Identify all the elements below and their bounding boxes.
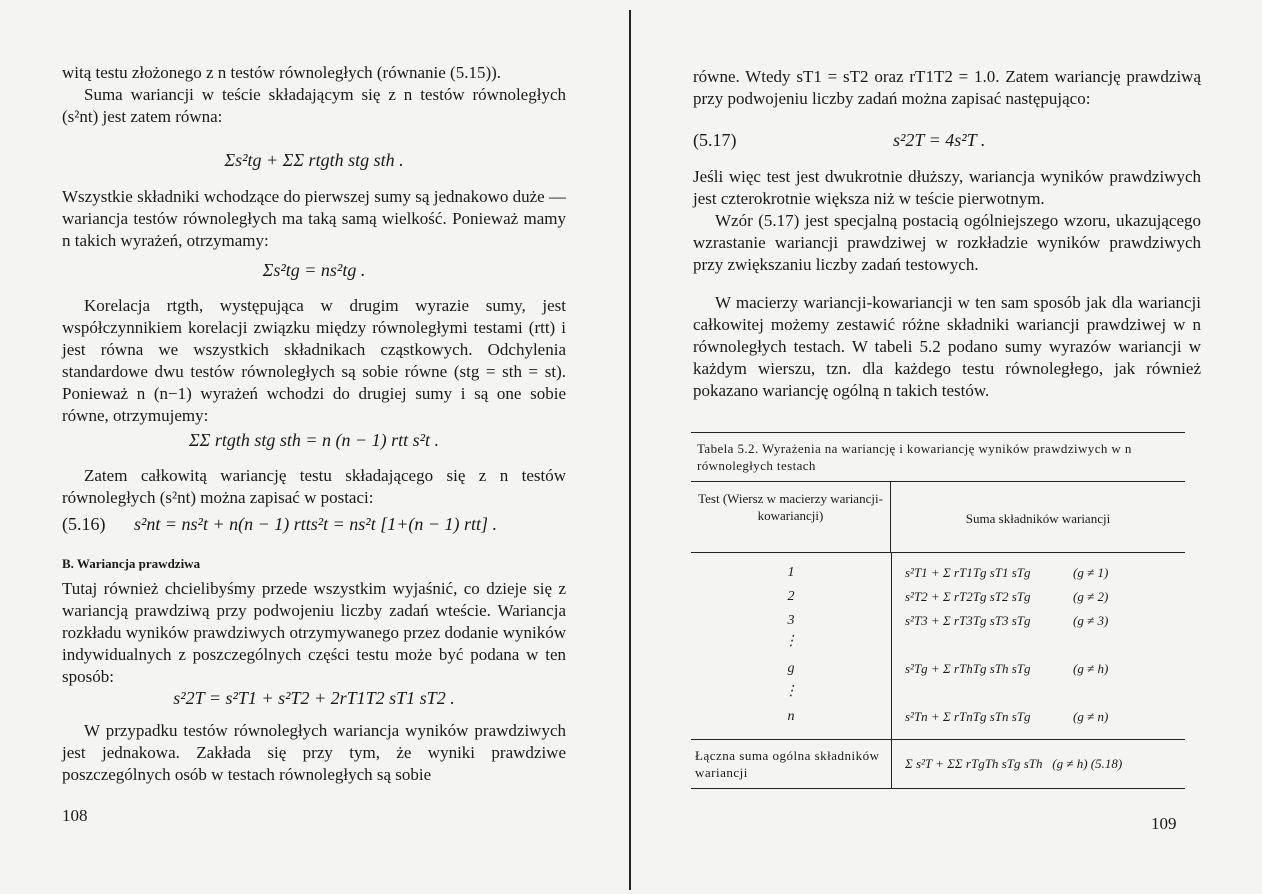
equation-label: (5.16) <box>62 514 106 534</box>
equation-sum-variance: Σs²tg + ΣΣ rtgth stg sth . <box>224 150 404 170</box>
table-5-2 <box>691 432 1185 789</box>
table-header-sum: Suma składników wariancji <box>965 511 1111 526</box>
right-paragraph-3: Wzór (5.17) jest specjalną postacią ogólniejszego wzoru, ukazującego wzrastanie wariancji prawdziwej w rozkładzie wyników prawdziwych przy zwiększaniu liczby zadań testowych. <box>693 211 1201 274</box>
table-row-ellipsis: ⋮ <box>784 684 798 699</box>
column-divider <box>891 553 892 739</box>
right-paragraph-4: W macierzy wariancji-kowariancji w ten sam sposób jak dla wariancji całkowitej możemy zestawić różne składniki wariancji prawdziwej w n równoległych testach. W tabeli 5.2 podano sumy wyrazów wariancji w każdym wierszu, tzn. dla każdego testu równoległego, jak również pokazano wariancję ogólną n takich testów. <box>693 293 1201 400</box>
left-paragraph-4: Korelacja rtgth, występująca w drugim wyrazie sumy, jest współczynnikiem korelacji związku między równoległymi testami (rtt) i jest równa we wszystkich składnikach cząstkowych. Odchylenia standardowe dwu testów równoległych są sobie równe (stg = sth = st). Ponieważ n (n−1) wyrażeń wchodzi do drugiej sumy i są one sobie równe, otrzymujemy: <box>62 296 566 425</box>
table-row-cond: (g ≠ n) <box>1073 709 1109 724</box>
table-footer-cond: (g ≠ h) (5.18) <box>1052 756 1123 771</box>
table-row-test: 2 <box>787 589 795 604</box>
table-row-expr: s²Tg + Σ rThTg sTh sTg (g ≠ h) <box>905 661 1109 676</box>
table-row-expr: s²Tn + Σ rTnTg sTn sTg (g ≠ n) <box>905 709 1109 724</box>
table-row-test: g <box>787 661 795 676</box>
table-row-cond: (g ≠ 3) <box>1073 613 1109 628</box>
table-footer <box>691 740 1185 789</box>
table-header <box>691 482 1185 553</box>
table-row-cond: (g ≠ h) <box>1073 661 1109 676</box>
equation-body: s²nt = ns²t + n(n − 1) rtts²t = ns²t [1+(n − 1) rtt] . <box>134 514 497 534</box>
table-footer-label: Łączna suma ogólna składników wariancji <box>695 748 880 780</box>
left-paragraph-2: Suma wariancji w teście składającym się z n testów równoległych (s²nt) jest zatem równa: <box>62 85 566 126</box>
column-divider <box>891 740 892 788</box>
table-header-test: Test (Wiersz w macierzy wariancji-kowariancji) <box>691 482 891 552</box>
left-paragraph-3: Wszystkie składniki wchodzące do pierwszej sumy są jednakowo duże — wariancja testów równoległych ma taką samą wielkość. Ponieważ mamy n takich wyrażeń, otrzymamy: <box>62 187 566 250</box>
table-body <box>691 553 1185 740</box>
right-paragraph-1: równe. Wtedy sT1 = sT2 oraz rT1T2 = 1.0. Zatem wariancję prawdziwą przy podwojeniu liczby zadań można zapisać następująco: <box>693 67 1201 108</box>
equation-body: s²2T = 4s²T . <box>893 130 986 150</box>
table-row-cond: (g ≠ 1) <box>1073 565 1109 580</box>
right-paragraph-2: Jeśli więc test jest dwukrotnie dłuższy, wariancja wyników prawdziwych jest czterokrotnie większa niż w teście pierwotnym. <box>693 167 1201 208</box>
left-paragraph-7: W przypadku testów równoległych wariancja wyników prawdziwych jest jednakowa. Zakłada się przy tym, że wyniki prawdziwe poszczególnych osób w testach równoległych są sobie <box>62 721 566 784</box>
left-paragraph-5: Zatem całkowitą wariancję testu składającego się z n testów równoległych (s²nt) można zapisać w postaci: <box>62 466 566 507</box>
equation-n-sum: Σs²tg = ns²tg . <box>262 260 366 280</box>
left-paragraph-1: witą testu złożonego z n testów równoległych (równanie (5.15)). Suma wariancji w teście składającym się z n testów równoległych (s²nt) jest zatem równa: <box>62 63 566 126</box>
table-row-expr: s²T2 + Σ rT2Tg sT2 sTg (g ≠ 2) <box>905 589 1109 604</box>
page-number-right: 109 <box>1151 814 1177 833</box>
section-heading: B. Wariancja prawdziwa <box>62 556 201 571</box>
table-row-expr: s²T1 + Σ rT1Tg sT1 sTg (g ≠ 1) <box>905 565 1109 580</box>
right-page <box>631 0 1262 894</box>
left-paragraph-6: Tutaj również chcielibyśmy przede wszystkim wyjaśnić, co dzieje się z wariancją prawdziwą przy podwojeniu liczby zadań wteście. Wariancja rozkładu wyników prawdziwych otrzymywanego przez dodanie wyników indywidualnych z poszczególnych części testu może być podana w ten sposób: <box>62 579 566 686</box>
equation-5-17 <box>693 130 1201 151</box>
page-number-left: 108 <box>62 806 88 825</box>
table-row-expr: s²T3 + Σ rT3Tg sT3 sTg (g ≠ 3) <box>905 613 1109 628</box>
table-row-test: 1 <box>787 565 795 580</box>
equation-true-variance: s²2T = s²T1 + s²T2 + 2rT1T2 sT1 sT2 . <box>173 688 455 708</box>
table-caption: Tabela 5.2. Wyrażenia na wariancję i kowariancję wyników prawdziwych w n równoległych testach <box>691 432 1185 482</box>
equation-label: (5.17) <box>693 130 737 150</box>
table-row-test: n <box>787 709 795 724</box>
table-row-test: 3 <box>787 613 795 628</box>
table-row-cond: (g ≠ 2) <box>1073 589 1109 604</box>
table-row-ellipsis: ⋮ <box>784 634 798 649</box>
equation-5-16 <box>62 514 566 535</box>
table-footer-expr: Σ s²T + ΣΣ rTgTh sTg sTh (g ≠ h) (5.18) <box>905 756 1123 771</box>
equation-double-sum: ΣΣ rtgth stg sth = n (n − 1) rtt s²t . <box>188 430 440 450</box>
